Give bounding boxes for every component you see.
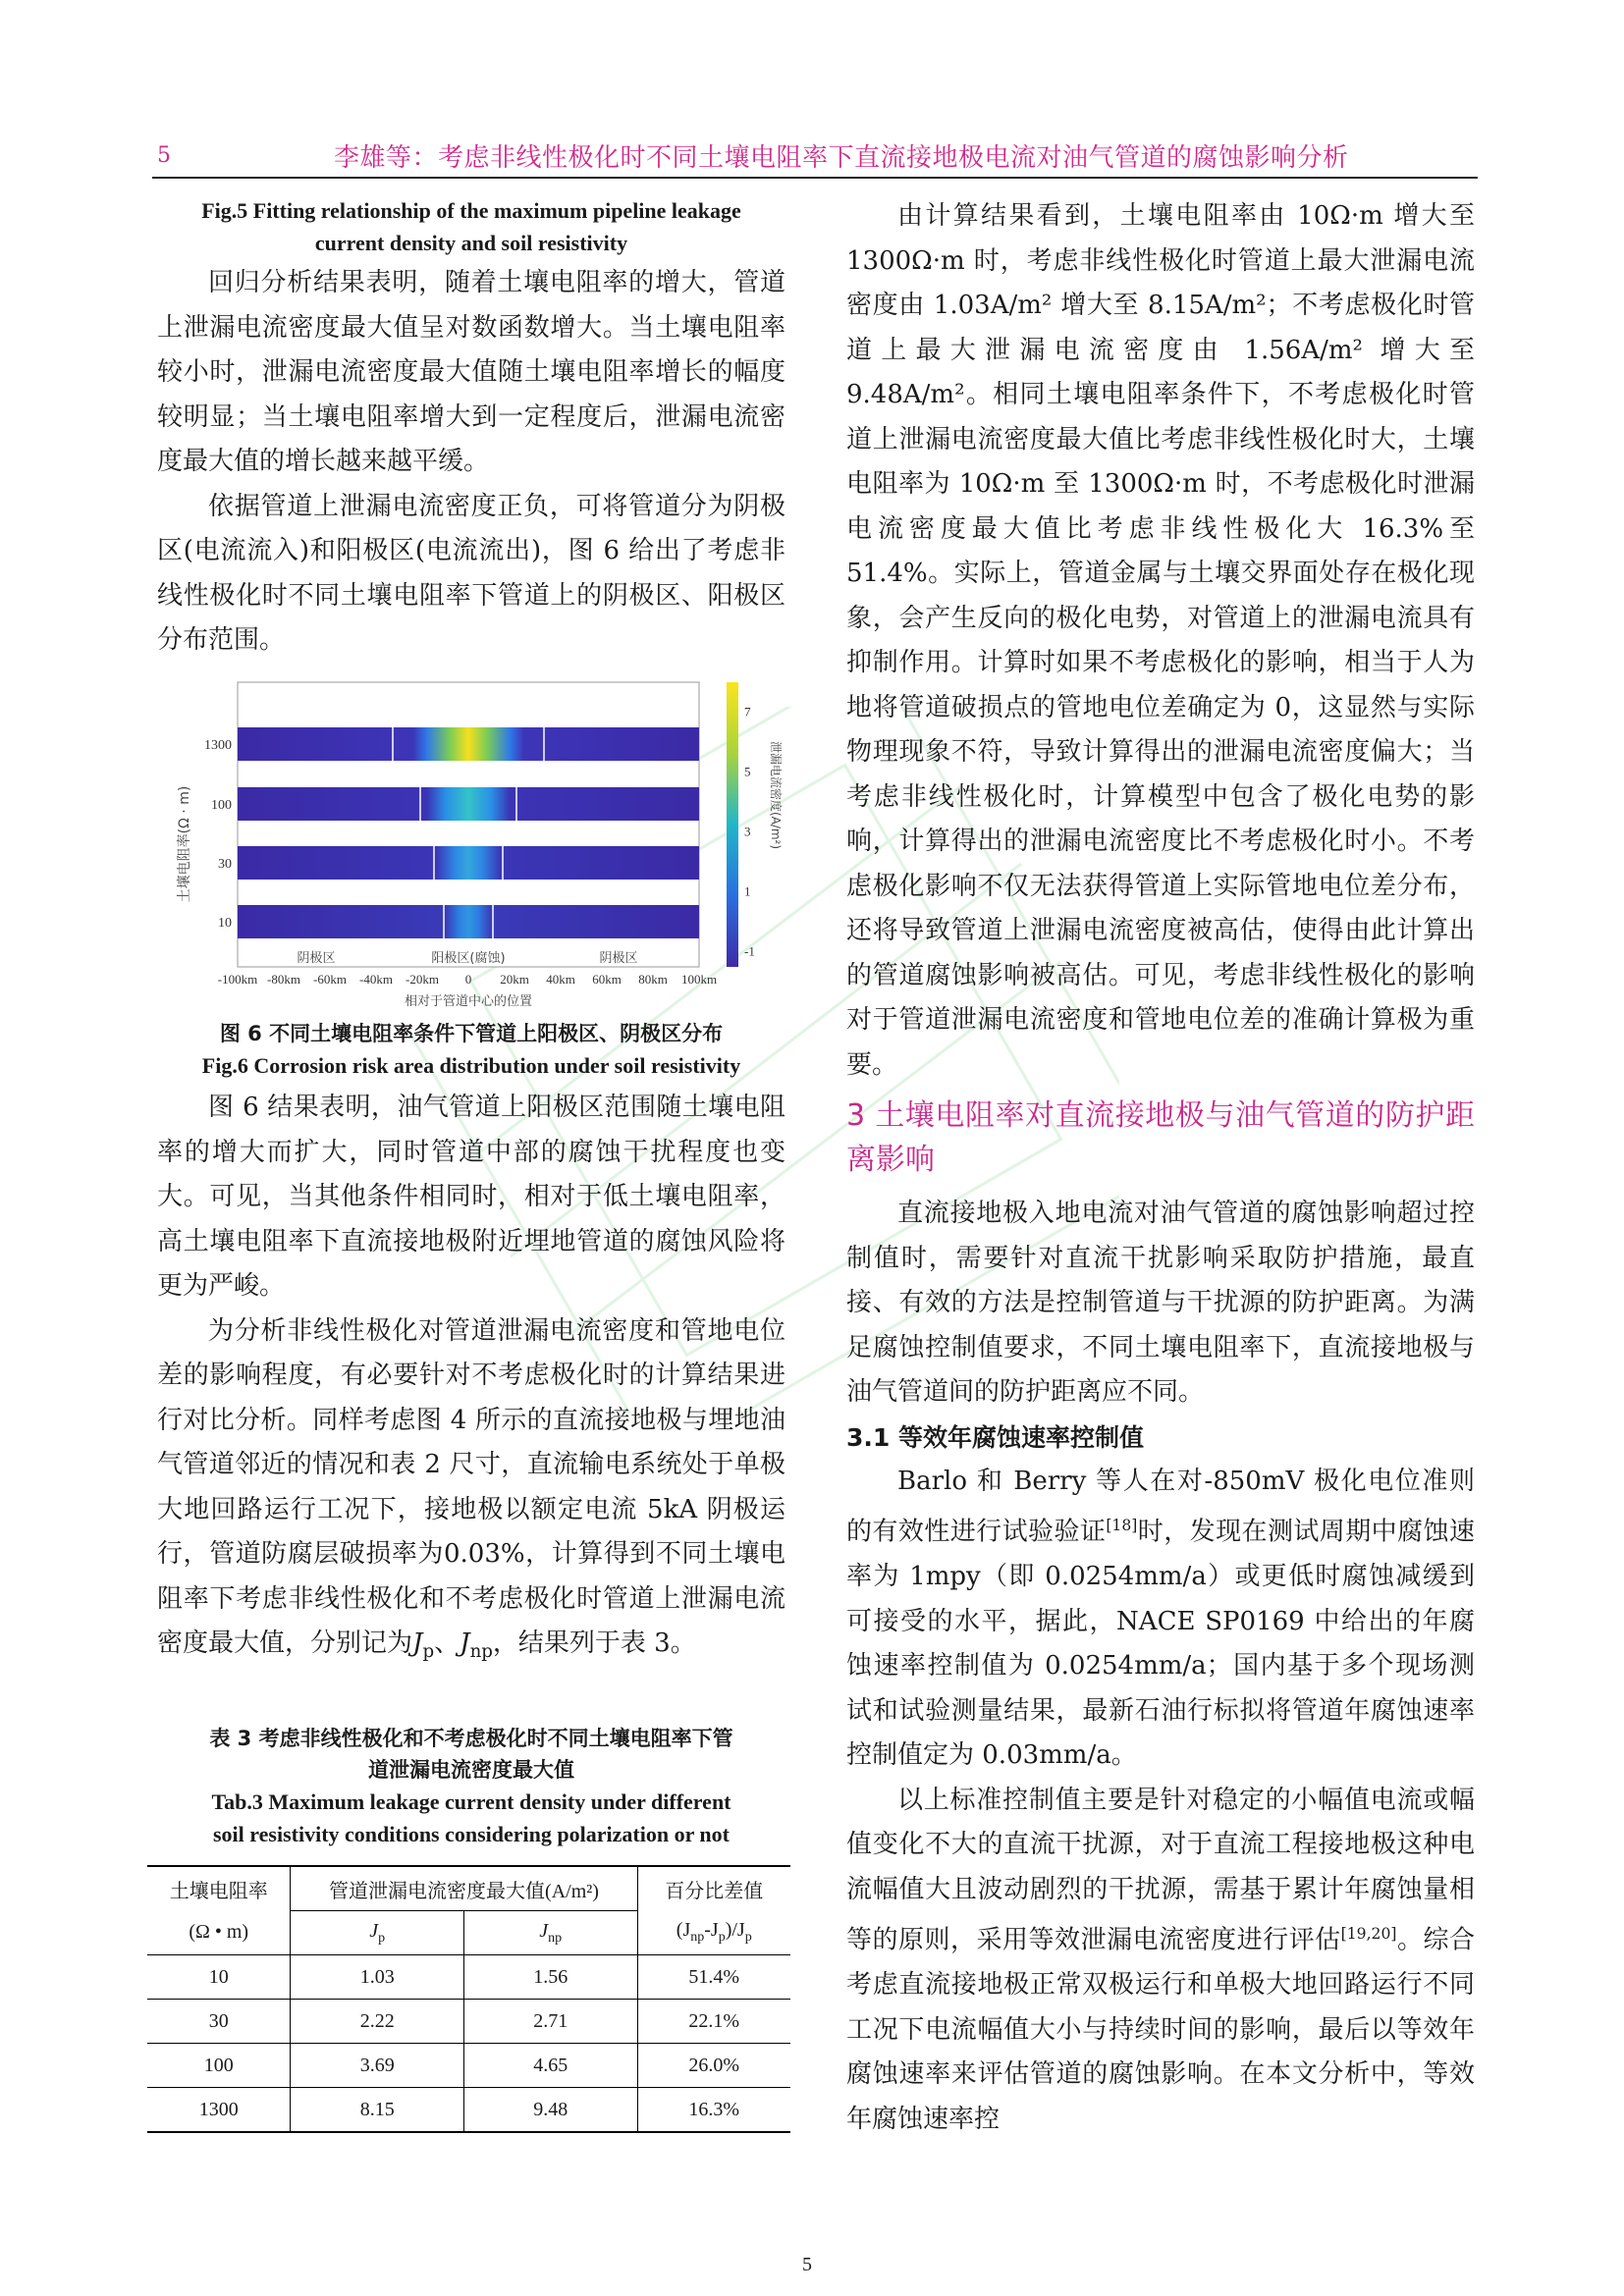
y-tick: 30 [218, 857, 232, 872]
colorbar-label: 泄漏电流密度(A/m²) [769, 740, 783, 850]
region-label: 阴极区 [599, 951, 638, 966]
colorbar-tick: 3 [744, 824, 751, 839]
fig6-caption [157, 1018, 785, 1082]
x-tick: 100km [680, 972, 718, 987]
footer-page-number: 5 [802, 2254, 812, 2275]
paragraph: 由计算结果看到，土壤电阻率由 10Ω·m 增大至 1300Ω·m 时，考虑非线性极化时管道上最大泄漏电流密度由 1.03A/m² 增大至 8.15A/m²；不考虑极化时管道上最大泄漏电流密度由 1.56A/m² 增大至 9.48A/m²。相同土壤电阻率条件下，不考虑极化时管道上泄漏电流密度最大值比考虑非线性极化时大，土壤电阻率为 10Ω·m 至 1300Ω·m 时，不考虑极化时泄漏电流密度最大值比考虑非线性极化大 16.3%至 51.4%。实际上，管道金属与土壤交界面处存在极化现象，会产生反向的极化电势，对管道上的泄漏电流具有抑制作用。计算时如果不考虑极化的影响，相当于人为地将管道破损点的管地电位差确定为 0，这显然与实际物理现象不符，导致计算得出的泄漏电流密度偏大；当考虑非线性极化时，计算模型中包含了极化电势的影响，计算得出的泄漏电流密度比不考虑极化时小。不考虑极化影响不仅无法获得管道上实际管地电位差分布，还将导致管道上泄漏电流密度被高估，使得由此计算出的管道腐蚀影响被高估。可见，考虑非线性极化的影响对于管道泄漏电流密度和管地电位差的准确计算极为重要。 [846, 201, 1475, 1080]
table-header: $J_p$ [291, 1911, 464, 1955]
tab3-caption-en-1: Tab.3 Maximum leakage current density under different [211, 1789, 731, 1814]
table-header: 土壤电阻率 [169, 1880, 268, 1902]
fig6-caption-cn: 图 6 不同土壤电阻率条件下管道上阳极区、阴极区分布 [219, 1022, 724, 1045]
x-tick: 20km [500, 972, 529, 987]
x-tick: -60km [313, 972, 347, 987]
region-label: 阳极区(腐蚀) [431, 951, 506, 966]
header-page-number: 5 [157, 143, 171, 168]
x-tick: 60km [592, 972, 622, 987]
table-row: 10 1.03 1.56 51.4% [147, 1955, 790, 2000]
fig6-caption-en: Fig.6 Corrosion risk area distribution under soil resistivity [201, 1053, 741, 1078]
table-header: $J_{np}$ [463, 1911, 637, 1955]
left-column [157, 194, 785, 664]
table3-caption [147, 1723, 795, 1850]
region-label: 阴极区 [297, 951, 336, 966]
table-row: 30 2.22 2.71 22.1% [147, 2000, 790, 2044]
table-3 [147, 1865, 790, 2133]
paragraph: Barlo 和 Berry 等人在对-850mV 极化电位准则的有效性进行试验验证[18]时，发现在测试周期中腐蚀速率为 1mpy（即 0.0254mm/a）或更低时腐蚀减缓到可接受的水平，据此，NACE SP0169 中给出的年腐蚀速率控制值为 0.0254mm/a；国内基于多个现场测试和试验测量结果，最新石油行标拟将管道年腐蚀速率控制值定为 0.03mm/a。 [846, 1466, 1475, 1771]
figure-6 [159, 677, 787, 1011]
colorbar-tick: -1 [744, 943, 755, 959]
section-3-heading: 3 土壤电阻率对直流接地极与油气管道的防护距离影响 [846, 1098, 1475, 1177]
paragraph: 回归分析结果表明，随着土壤电阻率的增大，管道上泄漏电流密度最大值呈对数函数增大。当土壤电阻率较小时，泄漏电流密度最大值随土壤电阻率增长的幅度较明显；当土壤电阻率增大到一定程度后，泄漏电流密度最大值的增长越来越平缓。 [157, 268, 785, 476]
paragraph: 依据管道上泄漏电流密度正负，可将管道分为阴极区(电流流入)和阳极区(电流流出)，图 6 给出了考虑非线性极化时不同土壤电阻率下管道上的阴极区、阳极区分布范围。 [157, 491, 785, 655]
y-tick: 1300 [204, 738, 232, 753]
table-header: 管道泄漏电流密度最大值(A/m²) [291, 1866, 637, 1911]
tab3-caption-en-2: soil resistivity conditions considering polarization or not [213, 1822, 730, 1846]
fig5-caption-line2: current density and soil resistivity [314, 231, 628, 255]
right-column [846, 194, 1475, 2142]
band-100 [238, 787, 699, 821]
colorbar-tick: 1 [744, 883, 751, 899]
x-tick: 0 [464, 972, 472, 987]
x-tick: -100km [217, 972, 258, 987]
paragraph: 直流接地极入地电流对油气管道的腐蚀影响超过控制值时，需要针对直流干扰影响采取防护措施，最直接、有效的方法是控制管道与干扰源的防护距离。为满足腐蚀控制值要求，不同土壤电阻率下，直流接地极与油气管道间的防护距离应不同。 [846, 1199, 1475, 1407]
x-tick: 80km [638, 972, 668, 987]
running-title: 李雄等：考虑非线性极化时不同土壤电阻率下直流接地极电流对油气管道的腐蚀影响分析 [334, 143, 1349, 173]
tab3-caption-cn-2: 道泄漏电流密度最大值 [368, 1758, 574, 1782]
paragraph: 图 6 结果表明，油气管道上阳极区范围随土壤电阻率的增大而扩大，同时管道中部的腐蚀干扰程度也变大。可见，当其他条件相同时，相对于低土壤电阻率，高土壤电阻率下直流接地极附近埋地管道的腐蚀风险将更为严峻。 [157, 1093, 785, 1301]
x-tick: 40km [546, 972, 575, 987]
x-tick: -20km [406, 972, 439, 987]
x-tick: -40km [359, 972, 393, 987]
colorbar [727, 682, 738, 967]
colorbar-tick: 7 [744, 704, 751, 720]
band-10 [238, 905, 699, 938]
table-row: 100 3.69 4.65 26.0% [147, 2044, 790, 2088]
paragraph: 以上标准控制值主要是针对稳定的小幅值电流或幅值变化不大的直流干扰源，对于直流工程接地极这种电流幅值大且波动剧烈的干扰源，需基于累计年腐蚀量相等的原则，采用等效泄漏电流密度进行评估[19,20]。综合考虑直流接地极正常双极运行和单极大地回路运行不同工况下电流幅值大小与持续时间的影响，最后以等效年腐蚀速率来评估管道的腐蚀影响。在本文分析中，等效年腐蚀速率控 [846, 1785, 1475, 2134]
tab3-caption-cn-1: 表 3 考虑非线性极化和不考虑极化时不同土壤电阻率下管 [209, 1727, 733, 1750]
band-30 [238, 846, 699, 880]
y-axis-label: 土壤电阻率(Ω · m) [177, 785, 192, 903]
y-tick: 10 [218, 916, 232, 931]
table-row: 1300 8.15 9.48 16.3% [147, 2088, 790, 2133]
fig5-caption-line1: Fig.5 Fitting relationship of the maximum pipeline leakage [201, 198, 741, 223]
x-axis-label: 相对于管道中心的位置 [404, 994, 533, 1009]
subsection-3-1-heading: 3.1 等效年腐蚀速率控制值 [846, 1422, 1144, 1452]
table-header: $(J_{np}-J_p)/J_p$ [676, 1919, 752, 1946]
colorbar-tick: 5 [744, 764, 751, 779]
header-rule [152, 177, 1478, 179]
band-1300 [238, 727, 699, 761]
left-column-lower [157, 1086, 785, 1675]
table-header: 百分比差值 [665, 1880, 764, 1902]
paragraph: 为分析非线性极化对管道泄漏电流密度和管地电位差的影响程度，有必要针对不考虑极化时的计算结果进行对比分析。同样考虑图 4 所示的直流接地极与埋地油气管道邻近的情况和表 2 尺寸，直流输电系统处于单极大地回路运行工况下，接地极以额定电流 5kA 阴极运行，管道防腐层破损率为0.03%，计算得到不同土壤电阻率下考虑非线性极化和不考虑极化时管道上泄漏电流密度最大值，分别记为$J_p$、$J_{np}$，结果列于表 3。 [157, 1315, 785, 1663]
y-tick: 100 [211, 798, 232, 813]
table-header: (Ω • m) [189, 1921, 249, 1944]
x-tick: -80km [267, 972, 300, 987]
